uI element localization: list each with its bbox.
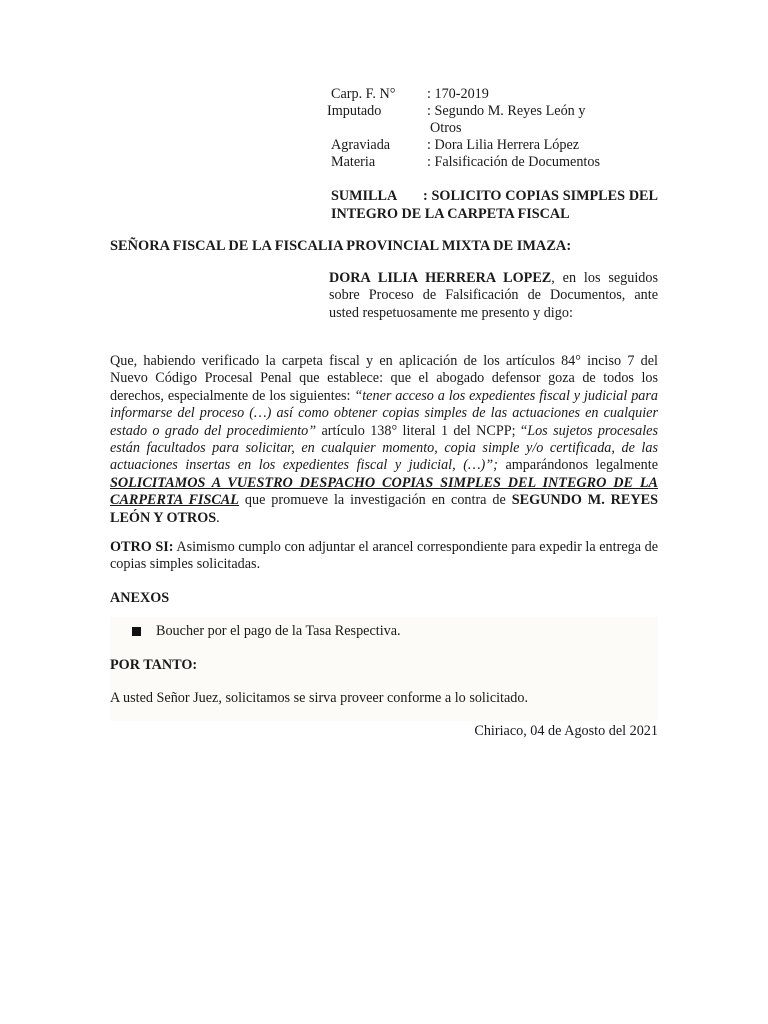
main-text-5: . [216, 509, 220, 526]
matter-row [327, 154, 667, 171]
accused-value: : Segundo M. Reyes León y [427, 103, 586, 119]
case-number-row [327, 86, 667, 103]
sumilla-label: SUMILLA [331, 188, 398, 204]
intro-paragraph [329, 270, 658, 322]
quote-2: Los sujetos procesales están facultados para solicitar, en cualquier momento, copia simple y/o certificada, de las actuaciones insertas en los expedientes fiscal y judicial, (…)”; [110, 422, 658, 474]
accused-value-continuation: Otros [430, 120, 462, 136]
quote-1: “tener acceso a los expedientes fiscal y judicial para informarse del proceso (…) así como obtener copias simples de las actuaciones en cualquier estado o grado del procedimiento” [110, 387, 658, 439]
otro-si-label: OTRO SI: [110, 539, 174, 555]
accused-label: Imputado [327, 103, 382, 119]
closing-sentence: A usted Señor Juez, solicitamos se sirva proveer conforme a lo solicitado. [110, 690, 529, 706]
square-bullet-icon [132, 627, 141, 636]
otro-si-text: Asimismo cumplo con adjuntar el arancel correspondiente para expedir la entrega de copias simples solicitadas. [110, 539, 658, 573]
place-date: Chiriaco, 04 de Agosto del 2021 [474, 723, 658, 739]
case-number-label: Carp. F. N° [331, 86, 396, 102]
main-text-3: amparándonos legalmente [497, 457, 658, 474]
aggrieved-row [327, 137, 667, 154]
main-paragraph [110, 353, 658, 527]
request-text: SOLICITAMOS A VUESTRO DESPACHO COPIAS SIMPLES DEL INTEGRO DE LA CARPERTA FISCAL [110, 474, 658, 509]
sumilla [331, 187, 658, 223]
case-number-value: : 170-2019 [427, 86, 489, 102]
por-tanto-heading: POR TANTO: [110, 657, 198, 673]
matter-label: Materia [331, 154, 376, 170]
matter-value: : Falsificación de Documentos [427, 154, 600, 170]
main-text-1: Que, habiendo verificado la carpeta fiscal y en aplicación de los artículos 84° inciso 7 del Nuevo Código Procesal Penal que establece: que el abogado defensor goza de todos los derechos, especialmente de los siguientes: [110, 353, 658, 404]
accused-name: SEGUNDO M. REYES LEÓN Y OTROS [110, 492, 658, 526]
case-header [327, 86, 667, 171]
annex-item-text: Boucher por el pago de la Tasa Respectiva. [156, 623, 401, 639]
accused-row [327, 103, 667, 120]
main-text-4: que promueve la investigación en contra de [238, 492, 512, 509]
main-text-2: artículo 138° literal 1 del NCPP; “ [316, 422, 528, 439]
addressee-heading: SEÑORA FISCAL DE LA FISCALIA PROVINCIAL MIXTA DE IMAZA: [110, 238, 572, 254]
aggrieved-label: Agraviada [331, 137, 391, 153]
sumilla-text: : SOLICITO COPIAS SIMPLES DEL INTEGRO DE LA CARPETA FISCAL [331, 188, 658, 222]
aggrieved-value: : Dora Lilia Herrera López [427, 137, 580, 153]
petitioner-name: DORA LILIA HERRERA LOPEZ [329, 270, 552, 286]
anexos-heading: ANEXOS [110, 590, 170, 606]
otro-si-paragraph [110, 539, 658, 574]
list-item [132, 623, 401, 640]
intro-text: , en los seguidos sobre Proceso de Falsificación de Documentos, ante usted respetuosamente me presento y digo: [329, 270, 659, 321]
